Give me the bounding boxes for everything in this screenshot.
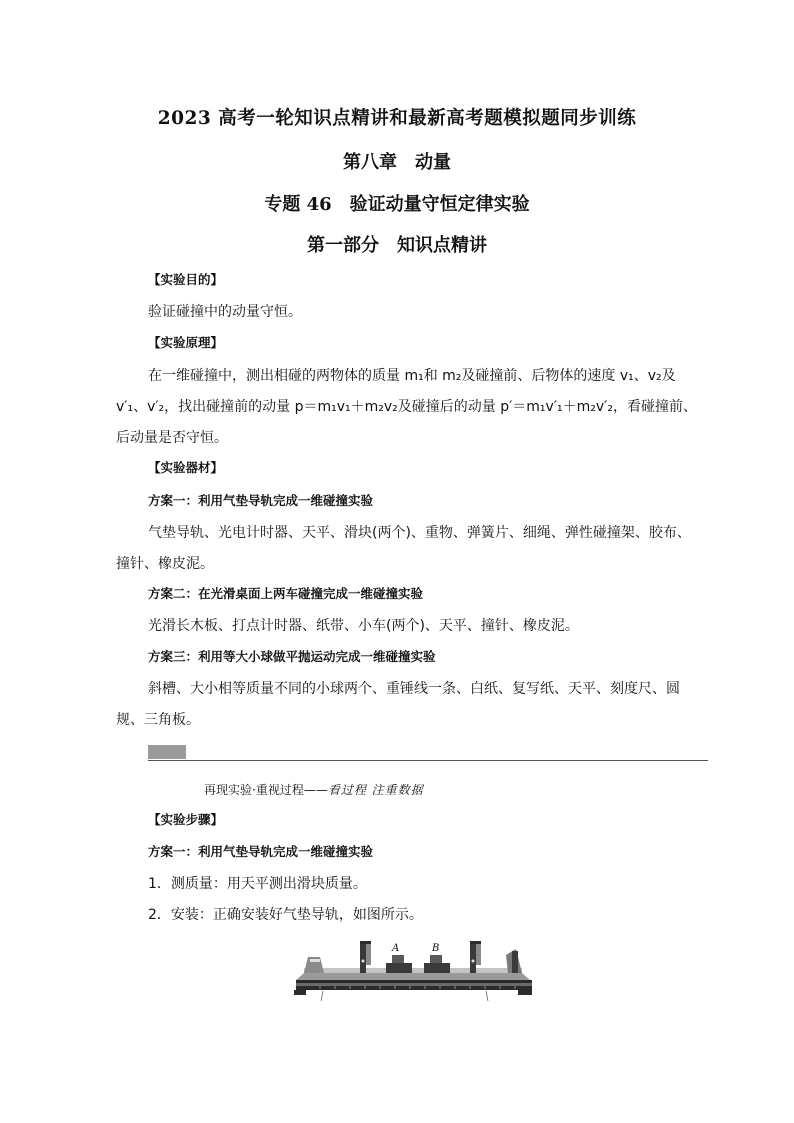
equipment-plan1-line-2: 撞针、橡皮泥。 [116, 556, 214, 572]
banner-text: 再现实验·重视过程—— [204, 783, 328, 797]
equipment-plan1-title: 方案一：利用气垫导轨完成一维碰撞实验 [148, 493, 374, 508]
principle-line-3: 后动量是否守恒。 [116, 430, 228, 446]
equipment-plan2-title: 方案二：在光滑桌面上两车碰撞完成一维碰撞实验 [148, 586, 424, 601]
topic-title: 专题 46 验证动量守恒定律实验 [264, 194, 530, 215]
principle-heading: 【实验原理】 [148, 335, 224, 350]
step-1: 1．测质量：用天平测出滑块质量。 [148, 876, 367, 892]
banner-subtext: 看过程 注重数据 [327, 783, 424, 797]
banner [204, 779, 424, 798]
purpose-heading: 【实验目的】 [148, 272, 224, 287]
equipment-plan3-title: 方案三：利用等大小球做平抛运动完成一维碰撞实验 [148, 649, 436, 664]
banner-marker [148, 745, 186, 759]
track-surface [296, 973, 530, 980]
slider-a [386, 963, 412, 973]
photogate-left [360, 943, 366, 973]
steps-heading: 【实验步骤】 [148, 812, 224, 827]
air-track-figure [290, 935, 540, 1007]
slider-b [424, 963, 450, 973]
document-title: 2023 高考一轮知识点精讲和最新高考题模拟题同步训练 [157, 108, 637, 129]
equipment-plan1-line-1: 气垫导轨、光电计时器、天平、滑块(两个)、重物、弹簧片、细绳、弹性碰撞架、胶布、 [148, 525, 691, 541]
step-2: 2．安装：正确安装好气垫导轨，如图所示。 [148, 907, 423, 923]
equipment-heading: 【实验器材】 [148, 460, 224, 475]
equipment-plan3-line-2: 规、三角板。 [116, 712, 200, 728]
label-b: B [432, 943, 440, 954]
equipment-plan2-line-1: 光滑长木板、打点计时器、纸带、小车(两个)、天平、撞针、橡皮泥。 [148, 618, 579, 634]
principle-line-1: 在一维碰撞中，测出相碰的两物体的质量 m₁和 m₂及碰撞前、后物体的速度 v₁、v₂及 [148, 368, 676, 384]
principle-line-2: v′₁、v′₂，找出碰撞前的动量 p＝m₁v₁＋m₂v₂及碰撞后的动量 p′＝m₁v′₁＋m₂v′₂，看碰撞前、 [116, 399, 697, 415]
part-title: 第一部分 知识点精讲 [307, 235, 487, 256]
photogate-right [470, 943, 476, 973]
purpose-text: 验证碰撞中的动量守恒。 [148, 304, 302, 320]
equipment-plan3-line-1: 斜槽、大小相等质量不同的小球两个、重锤线一条、白纸、复写纸、天平、刻度尺、圆 [148, 681, 680, 697]
label-a: A [392, 943, 400, 954]
steps-plan1-title: 方案一：利用气垫导轨完成一维碰撞实验 [148, 844, 374, 859]
banner-divider [148, 760, 708, 761]
chapter-title: 第八章 动量 [343, 152, 451, 173]
